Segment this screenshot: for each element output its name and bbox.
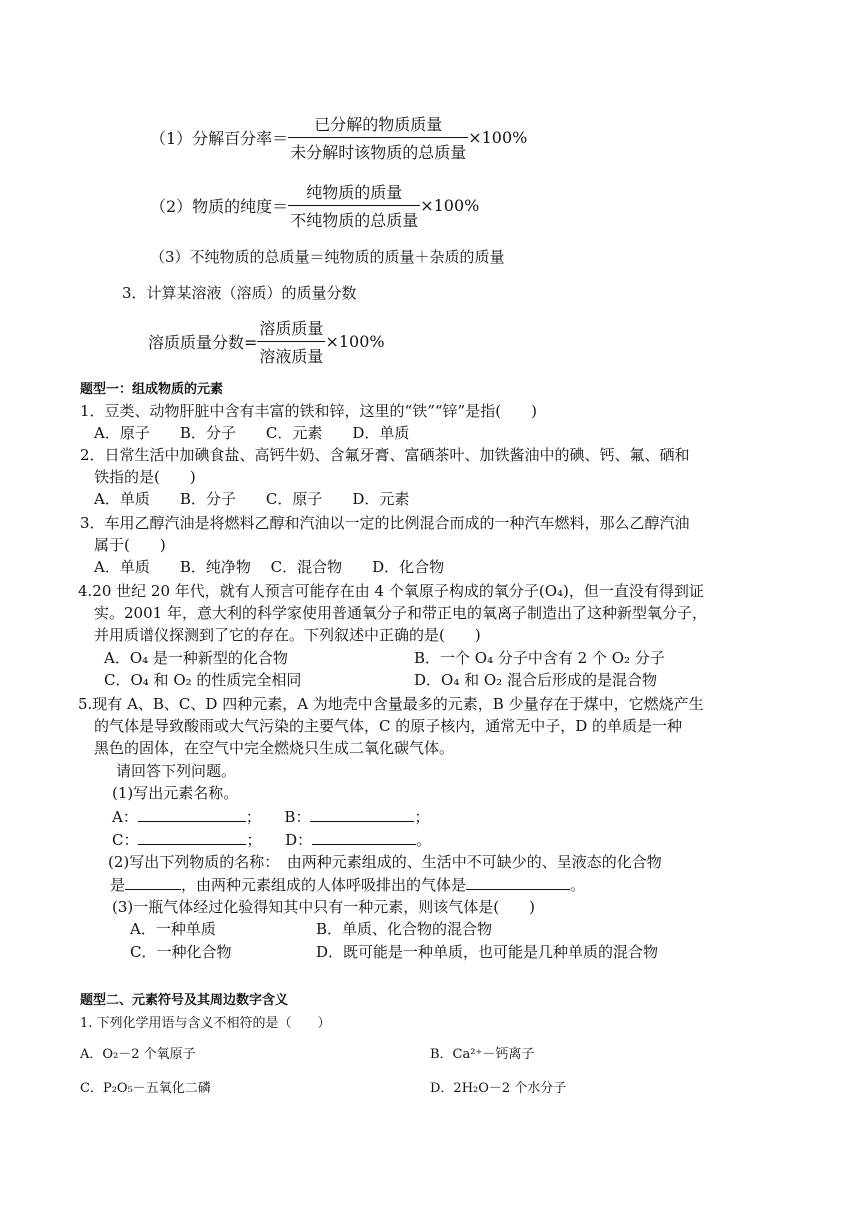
q4-stem-line1: 4.20 世纪 20 年代，就有人预言可能存在由 4 个氧原子构成的氧分子(O₄)，但一直没有得到证 bbox=[78, 582, 704, 600]
formula-suffix: ×100% bbox=[325, 332, 385, 351]
blank-exhaled-gas[interactable] bbox=[466, 873, 570, 890]
q4-stem-line3: 并用质谱仪探测到了它的存在。下列叙述中正确的是( ) bbox=[94, 626, 481, 644]
q5-answer-row-cd bbox=[112, 828, 431, 850]
blank-d[interactable] bbox=[312, 828, 416, 845]
q5-part2-line1: (2)写出下列物质的名称： 由两种元素组成的、生活中不可缺少的、呈液态的化合物 bbox=[108, 853, 662, 871]
t2-q1-option-a: A．O₂－2 个氧原子 bbox=[80, 1047, 196, 1062]
text-mid: ，由两种元素组成的人体呼吸排出的气体是 bbox=[181, 876, 467, 894]
blank-c[interactable] bbox=[138, 828, 246, 845]
formula-mass-fraction bbox=[148, 316, 385, 367]
t2-q1-option-c: C．P₂O₅－五氧化二磷 bbox=[80, 1081, 211, 1096]
q4-option-d: D．O₄ 和 O₂ 混合后形成的是混合物 bbox=[414, 671, 657, 689]
fraction-denominator: 不纯物质的总质量 bbox=[288, 205, 420, 231]
q5-stem-line3: 黑色的固体，在空气中完全燃烧只生成二氧化碳气体。 bbox=[94, 739, 455, 757]
q2-stem-line1: 2．日常生活中加碘食盐、高钙牛奶、含氟牙膏、富硒茶叶、加铁酱油中的碘、钙、氟、硒和 bbox=[80, 446, 690, 464]
formula-impure-total: （3）不纯物质的总质量＝纯物质的质量＋杂质的质量 bbox=[150, 248, 505, 266]
q3-stem-line1: 3．车用乙醇汽油是将燃料乙醇和汽油以一定的比例混合而成的一种汽车燃料，那么乙醇汽油 bbox=[80, 514, 690, 532]
label-c: C： bbox=[112, 831, 139, 849]
q5-part1: (1)写出元素名称。 bbox=[112, 784, 239, 802]
fraction-denominator: 未分解时该物质的总质量 bbox=[288, 137, 468, 163]
label-b: B： bbox=[284, 808, 311, 826]
q4-option-b: B．一个 O₄ 分子中含有 2 个 O₂ 分子 bbox=[414, 649, 665, 667]
formula-purity bbox=[150, 180, 479, 231]
q5-answer-row-ab bbox=[112, 805, 429, 827]
fraction-denominator: 溶液质量 bbox=[257, 341, 325, 367]
formula-decomposition-rate bbox=[150, 112, 527, 163]
text-end: 。 bbox=[570, 876, 586, 894]
semicolon: ； bbox=[414, 808, 430, 826]
q1-stem: 1．豆类、动物肝脏中含有丰富的铁和锌，这里的“铁”“锌”是指( ) bbox=[80, 402, 537, 420]
fraction bbox=[257, 316, 325, 367]
q5-part3: (3)一瓶气体经过化验得知其中只有一种元素，则该气体是( ) bbox=[112, 898, 535, 916]
blank-liquid-compound[interactable] bbox=[125, 873, 181, 890]
formula-suffix: ×100% bbox=[420, 196, 480, 215]
q3-stem-line2: 属于( ) bbox=[94, 536, 166, 554]
formula-suffix: ×100% bbox=[468, 128, 528, 147]
period: 。 bbox=[416, 831, 432, 849]
semicolon: ； bbox=[246, 831, 262, 849]
fraction bbox=[288, 112, 468, 163]
q4-option-c: C．O₄ 和 O₂ 的性质完全相同 bbox=[104, 671, 302, 689]
q2-stem-line2: 铁指的是( ) bbox=[94, 468, 196, 486]
q5-option-a: A．一种单质 bbox=[130, 920, 216, 938]
q2-options: A．单质 B．分子 C．原子 D．元素 bbox=[94, 490, 410, 508]
q4-stem-line2: 实。2001 年，意大利的科学家使用普通氧分子和带正电的氧离子制造出了这种新型氧分子， bbox=[94, 604, 707, 622]
label-a: A： bbox=[112, 808, 138, 826]
formula-label: 溶质质量分数= bbox=[148, 333, 258, 352]
t2-q1-stem: 1. 下列化学用语与含义不相符的是（ ） bbox=[80, 1016, 331, 1031]
text-pre: 是 bbox=[110, 876, 126, 894]
fraction-numerator: 纯物质的质量 bbox=[306, 183, 403, 202]
q5-stem-line2: 的气体是导致酸雨或大气污染的主要气体，C 的原子核内，通常无中子，D 的单质是一种 bbox=[94, 717, 683, 735]
q5-option-d: D．既可能是一种单质，也可能是几种单质的混合物 bbox=[316, 943, 659, 961]
fraction-numerator: 已分解的物质质量 bbox=[314, 115, 443, 134]
q5-ask: 请回答下列问题。 bbox=[116, 762, 237, 780]
t2-q1-option-d: D．2H₂O－2 个水分子 bbox=[430, 1081, 567, 1096]
blank-b[interactable] bbox=[310, 805, 414, 822]
blank-a[interactable] bbox=[138, 805, 246, 822]
fraction bbox=[288, 180, 420, 231]
q1-options: A．原子 B．分子 C．元素 D．单质 bbox=[94, 424, 410, 442]
label-d: D： bbox=[285, 831, 313, 849]
section-3-title: 3．计算某溶液（溶质）的质量分数 bbox=[122, 284, 357, 302]
semicolon: ； bbox=[245, 808, 261, 826]
q5-stem-line1: 5.现有 A、B、C、D 四种元素，A 为地壳中含量最多的元素，B 少量存在于煤中，它燃烧产生 bbox=[78, 695, 704, 713]
q5-option-c: C．一种化合物 bbox=[130, 943, 232, 961]
t2-q1-option-b: B．Ca²⁺－钙离子 bbox=[430, 1047, 535, 1062]
q5-part2-line2 bbox=[110, 873, 585, 895]
fraction-numerator: 溶质质量 bbox=[259, 319, 324, 338]
q3-options: A．单质 B．纯净物 C．混合物 D．化合物 bbox=[94, 558, 445, 576]
topic-2-title: 题型二、元素符号及其周边数字含义 bbox=[80, 993, 289, 1008]
topic-1-title: 题型一：组成物质的元素 bbox=[80, 382, 224, 397]
q5-option-b: B．单质、化合物的混合物 bbox=[316, 920, 493, 938]
formula-label: （2）物质的纯度＝ bbox=[150, 197, 289, 216]
q4-option-a: A．O₄ 是一种新型的化合物 bbox=[104, 649, 288, 667]
formula-label: （1）分解百分率＝ bbox=[150, 129, 289, 148]
